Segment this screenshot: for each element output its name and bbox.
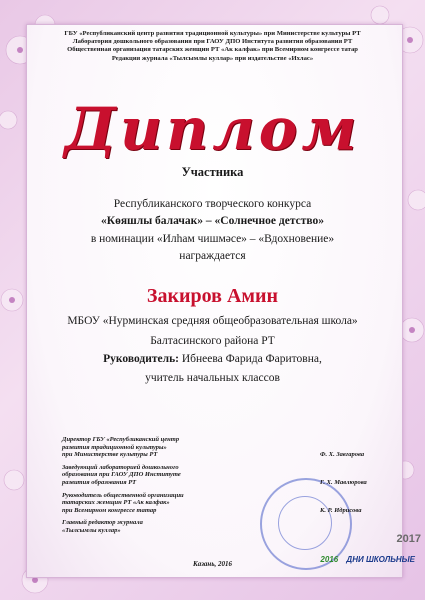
signatures-block bbox=[62, 436, 367, 540]
city-year: Казань, 2016 bbox=[192, 560, 233, 568]
brand-text: ДНИ ШКОЛЬНЫЕ bbox=[346, 555, 415, 564]
recipient-name: Закиров Амин bbox=[146, 285, 279, 307]
organizer-line: Редакция журнала «Тылсымлы куллар» при издательстве «Ихлас» bbox=[111, 54, 314, 62]
participant-status: Участника bbox=[181, 165, 244, 179]
signatory-name: Ф. Х. Завгарова bbox=[320, 451, 365, 459]
awarded-label: награждается bbox=[179, 250, 246, 262]
signatory-title: Директор ГБУ «Республиканский центр развития традиционной культуры» при Министерстве культуры РТ bbox=[62, 436, 180, 459]
corner-year bbox=[397, 533, 421, 545]
nomination-text: в номинации «Илһам чишмәсе» – «Вдохновение» bbox=[90, 233, 335, 245]
corner-year-top: 2017 bbox=[396, 533, 421, 545]
supervisor-role: учитель начальных классов bbox=[145, 372, 280, 384]
signature-row bbox=[62, 436, 365, 459]
signature-row bbox=[62, 519, 362, 534]
supervisor-label: Руководитель: bbox=[103, 353, 179, 365]
signatory-title: Главный редактор журнала «Тылсымлы куллар» bbox=[62, 519, 143, 534]
signatory-name: К. Р. Идрисова bbox=[320, 506, 362, 514]
diploma-title: Диплом bbox=[64, 95, 361, 163]
recipient-district: Балтасинского района РТ bbox=[150, 335, 275, 347]
organizer-line: Общественная организация татарских женщин РТ «Ак калфак» при Всемирном конгрессе татар bbox=[67, 46, 358, 54]
contest-name: «Көяшлы балачак» – «Солнечное детство» bbox=[100, 215, 324, 227]
organizer-line: ГБУ «Республиканский центр развития традиционной культуры» при Министерстве культуры РТ bbox=[64, 30, 361, 37]
organizers-header bbox=[0, 30, 425, 63]
signatory-title: Руководитель общественной организации татарских женщин РТ «Ак калфак» при Всемирном конгрессе татар bbox=[62, 491, 184, 514]
corner-year-bottom: 2016 bbox=[320, 555, 339, 564]
signature-row bbox=[62, 463, 367, 487]
recipient-school: МБОУ «Нурминская средняя общеобразовательная школа» bbox=[67, 315, 358, 327]
contest-nomination bbox=[0, 233, 425, 245]
organizer-line: Лаборатория дошкольного образования при ГАОУ ДПО Института развития образования РТ bbox=[72, 38, 353, 46]
signatory-name: Г. Х. Мавлюрова bbox=[320, 478, 367, 486]
contest-line-1: Республиканского творческого конкурса bbox=[113, 198, 312, 210]
signatory-title: Заведующий лабораторией дошкольного образования при ГАОУ ДПО Институте развития образования РТ bbox=[62, 463, 181, 486]
supervisor-name: Ибнеева Фарида Фаритовна, bbox=[181, 353, 322, 365]
signature-row bbox=[62, 492, 362, 515]
corner-brand bbox=[300, 555, 415, 564]
supervisor-line bbox=[0, 353, 425, 365]
